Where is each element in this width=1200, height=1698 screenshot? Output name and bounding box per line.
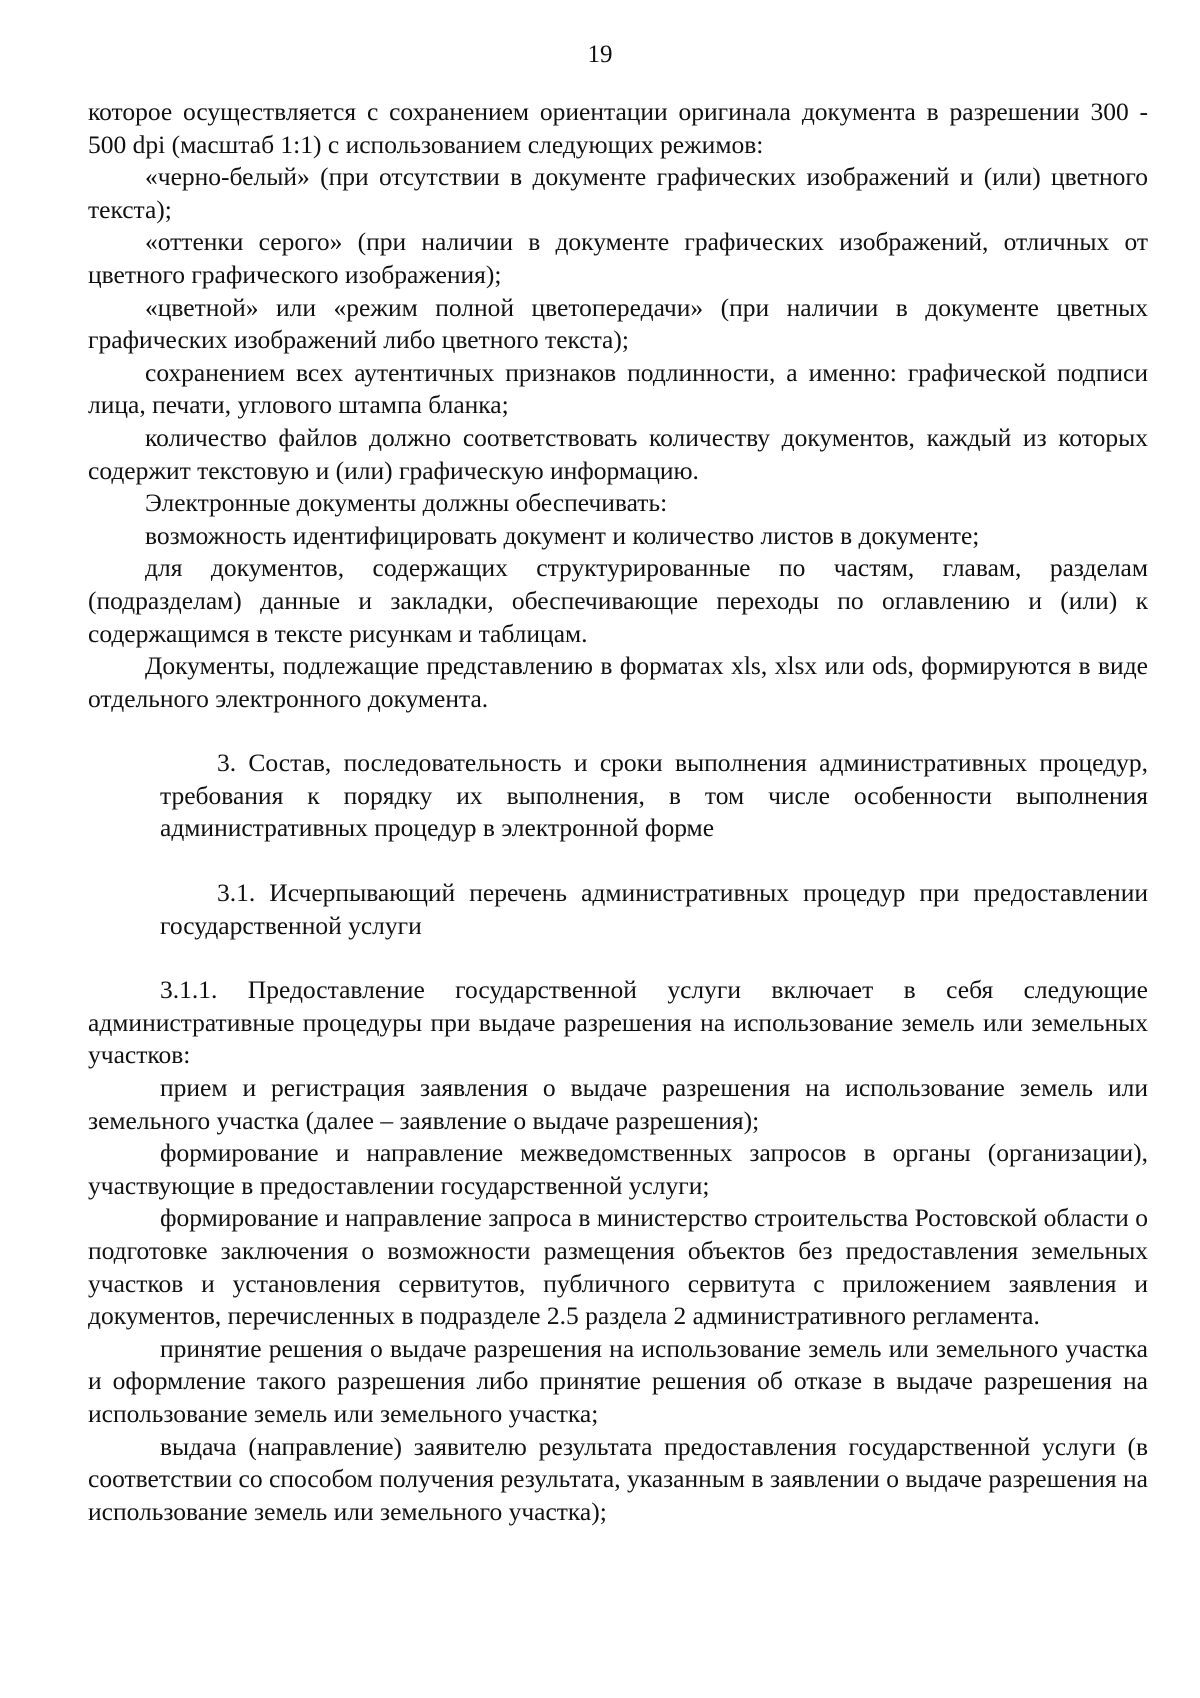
paragraph: формирование и направление запроса в министерство строительства Ростовской области о подготовке заключения о возможности размещения объектов без предоставления земельных участков и установления сервитутов, публичного сервитута с приложением заявления и документов, перечисленных в подразделе 2.5 раздела 2 административного регламента.: [88, 1203, 1148, 1331]
paragraph: возможность идентифицировать документ и количество листов в документе;: [145, 520, 980, 550]
spacer: [88, 942, 1148, 974]
subsection-heading: 3.1. Исчерпывающий перечень административных процедур при предоставлении государственной услуги: [160, 878, 1148, 940]
paragraph: формирование и направление межведомственных запросов в органы (организации), участвующие в предоставлении государственной услуги;: [88, 1138, 1148, 1200]
paragraph: «черно-белый» (при отсутствии в документе графических изображений и (или) цветного текста);: [88, 162, 1148, 224]
paragraph: «цветной» или «режим полной цветопередачи» (при наличии в документе цветных графических изображений либо цветного текста);: [88, 292, 1148, 355]
spacer: [88, 845, 1148, 877]
paragraph: прием и регистрация заявления о выдаче разрешения на использование земель или земельного участка (далее – заявление о выдаче разрешения);: [88, 1073, 1148, 1135]
spacer: [88, 715, 1148, 747]
document-body: [88, 96, 1148, 1528]
paragraph: для документов, содержащих структурированные по частям, главам, разделам (подразделам) данные и закладки, обеспечивающие переходы по оглавлению и (или) к содержащимся в тексте рисункам и таблицам.: [88, 553, 1148, 648]
page-number: 19: [587, 41, 613, 68]
paragraph: количество файлов должно соответствовать количеству документов, каждый из которых содержит текстовую и (или) графическую информацию.: [88, 422, 1148, 485]
paragraph: принятие решения о выдаче разрешения на использование земель или земельного участка и оформление такого разрешения либо принятие решения об отказе в выдаче разрешения на использование земель или земельного участка;: [88, 1333, 1148, 1428]
paragraph: сохранением всех аутентичных признаков подлинности, а именно: графической подписи лица, печати, углового штампа бланка;: [88, 357, 1148, 420]
paragraph: Электронные документы должны обеспечивать:: [145, 488, 668, 518]
paragraph: «оттенки серого» (при наличии в документе графических изображений, отличных от цветного графического изображения);: [88, 227, 1148, 289]
paragraph: 3.1.1. Предоставление государственной услуги включает в себя следующие административные процедуры при выдаче разрешения на использование земель или земельных участков:: [88, 975, 1148, 1070]
paragraph: выдача (направление) заявителю результата предоставления государственной услуги (в соответствии со способом получения результата, указанным в заявлении о выдаче разрешения на использование земель или земельного участка);: [88, 1431, 1148, 1526]
paragraph: Документы, подлежащие представлению в форматах xls, xlsx или ods, формируются в виде отдельного электронного документа.: [88, 651, 1148, 713]
paragraph: которое осуществляется с сохранением ориентации оригинала документа в разрешении 300 - 500 dpi (масштаб 1:1) с использованием следующих режимов:: [88, 97, 1148, 159]
section-heading: 3. Состав, последовательность и сроки выполнения административных процедур, требования к порядку их выполнения, в том числе особенности выполнения административных процедур в электронной форме: [160, 748, 1148, 843]
